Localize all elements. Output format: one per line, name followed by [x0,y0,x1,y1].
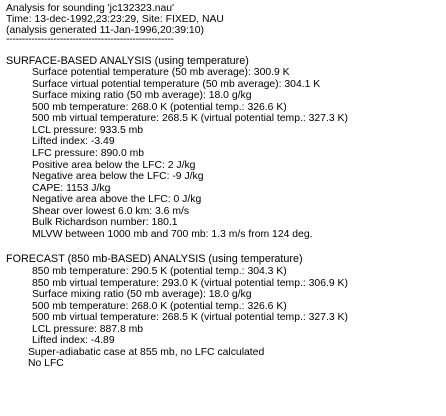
forecast-line-850mb-temp: 850 mb temperature: 290.5 K (potential temp.: 304.3 K) [32,266,287,277]
surface-line-negative-area-below: Negative area below the LFC: -9 J/kg [32,171,204,182]
surface-line-cape: CAPE: 1153 J/kg [32,183,111,194]
surface-line-potential-temp: Surface potential temperature (50 mb average): 300.9 K [32,67,290,78]
report-time-site: Time: 13-dec-1992,23:23:29, Site: FIXED, NAU [6,14,224,25]
forecast-line-mixing-ratio: Surface mixing ratio (50 mb average): 18.0 g/kg [32,289,252,300]
surface-line-500mb-temp: 500 mb temperature: 268.0 K (potential temp.: 326.6 K) [32,102,287,113]
forecast-note-super-adiabatic: Super-adiabatic case at 855 mb, no LFC calculated [28,347,265,358]
surface-line-500mb-virtual-temp: 500 mb virtual temperature: 268.5 K (virtual potential temp.: 327.3 K) [32,113,348,124]
surface-line-mixing-ratio: Surface mixing ratio (50 mb average): 18.0 g/kg [32,90,252,101]
surface-line-mlvw: MLVW between 1000 mb and 700 mb: 1.3 m/s from 124 deg. [32,229,313,240]
surface-line-negative-area-above: Negative area above the LFC: 0 J/kg [32,194,202,205]
forecast-line-500mb-virtual-temp: 500 mb virtual temperature: 268.5 K (virtual potential temp.: 327.3 K) [32,312,348,323]
forecast-line-lcl-pressure: LCL pressure: 887.8 mb [32,324,144,335]
surface-line-lfc-pressure: LFC pressure: 890.0 mb [32,148,145,159]
surface-line-virtual-potential-temp: Surface virtual potential temperature (50 mb average): 304.1 K [32,79,321,90]
forecast-section-heading: FORECAST (850 mb-BASED) ANALYSIS (using temperature) [6,253,303,265]
surface-line-lifted-index: Lifted index: -3.49 [32,136,115,147]
header-separator: ----------------------------------------------------- [6,34,174,45]
report-generated-date: (analysis generated 11-Jan-1996,20:39:10) [6,25,204,36]
surface-line-shear: Shear over lowest 6.0 km: 3.6 m/s [32,206,190,217]
report-title: Analysis for sounding 'jc132323.nau' [6,3,175,14]
forecast-line-850mb-virtual-temp: 850 mb virtual temperature: 293.0 K (virtual potential temp.: 306.9 K) [32,278,348,289]
forecast-line-lifted-index: Lifted index: -4.89 [32,335,115,346]
forecast-note-no-lfc: No LFC [28,358,64,369]
surface-section-heading: SURFACE-BASED ANALYSIS (using temperature) [6,55,249,67]
forecast-line-500mb-temp: 500 mb temperature: 268.0 K (potential temp.: 326.6 K) [32,301,287,312]
surface-line-positive-area: Positive area below the LFC: 2 J/kg [32,160,196,171]
surface-line-bulk-richardson: Bulk Richardson number: 180.1 [32,217,178,228]
surface-line-lcl-pressure: LCL pressure: 933.5 mb [32,125,144,136]
